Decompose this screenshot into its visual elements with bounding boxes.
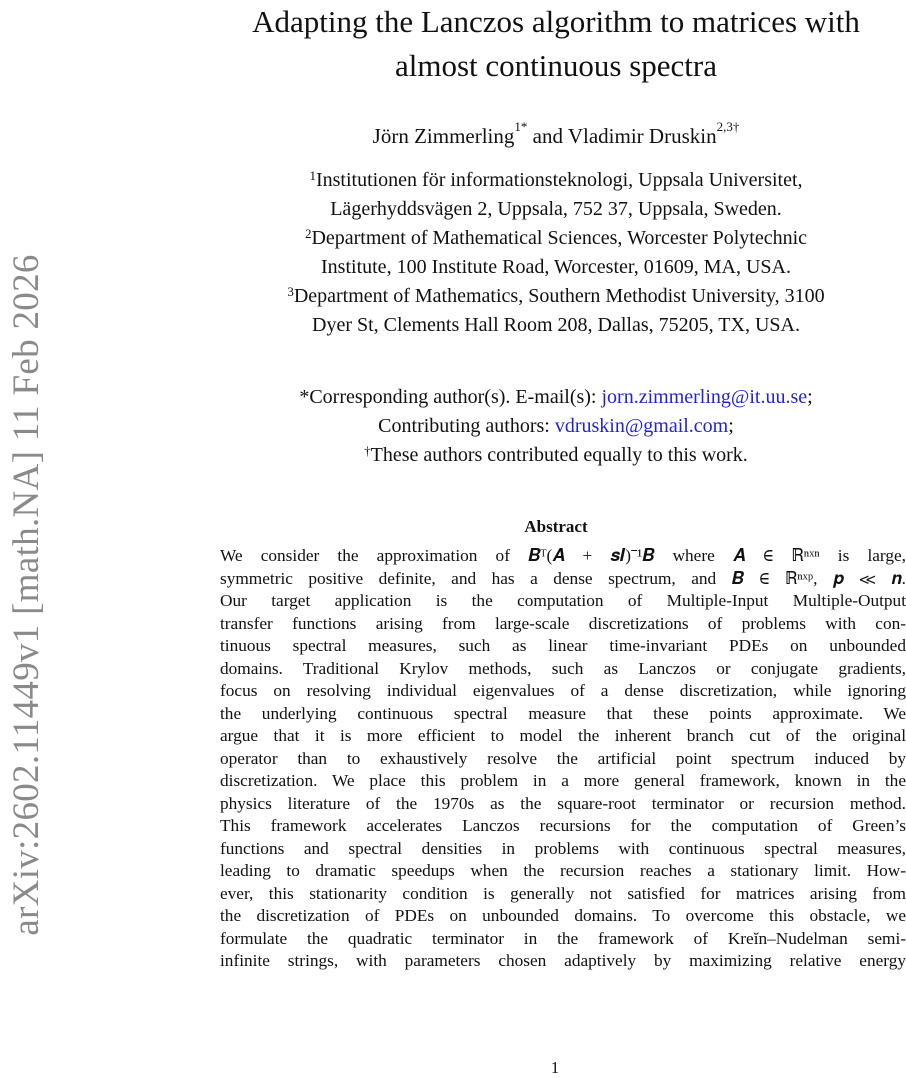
affiliation [210,282,902,311]
abstract-body [220,545,906,973]
author-name: Jörn Zimmerling [372,124,515,148]
abstract-line: the discretization of PDEs on unbounded domains. To overcome this obstacle, we [220,906,906,925]
abstract-line: tinuous spectral measures, such as linear time-invariant PDEs on unbounded [220,636,906,655]
author-affiliation-mark: 2,3† [716,119,740,134]
abstract-line: leading to dramatic speedups when the recursion reaches a stationary limit. How- [220,861,906,880]
abstract-line: operator than to exhaustively resolve the artificial point spectrum induced by [220,748,906,768]
author-affiliation-mark: 1* [514,119,528,134]
affiliation-text: Lägerhyddsvägen 2, Uppsala, 752 37, Uppsala, Sweden. [330,198,782,220]
affiliation-mark: 3 [287,284,294,299]
title-line: almost continuous spectra [395,48,717,83]
affiliation-mark: 1 [309,168,316,183]
affiliations [210,166,902,340]
affiliation-text: Institutionen för informationsteknologi, Uppsala Universitet, [315,169,803,191]
corresponding-label: *Corresponding author(s). E-mail(s): [299,386,602,408]
equal-contribution-note [210,441,902,470]
abstract-line: the underlying continuous spectral measure that these points approximate. We [220,703,906,723]
abstract-heading: Abstract [524,517,588,536]
abstract-line: This framework accelerates Lanczos recursions for the computation of Green’s [220,816,906,835]
affiliation-text: Department of Mathematics, Southern Methodist University, 3100 [293,285,825,307]
correspondence [210,383,902,470]
title-line: Adapting the Lanczos algorithm to matrices with [252,4,860,39]
page-number: 1 [550,1058,560,1077]
arxiv-identifier-sidebar: arXiv:2602.11449v1 [math.NA] 11 Feb 2026 [6,254,47,936]
abstract-line: domains. Traditional Krylov methods, such as Lanczos or conjugate gradients, [220,658,906,678]
affiliation [210,166,902,195]
affiliation-text: Dyer St, Clements Hall Room 208, Dallas, 75205, TX, USA. [312,314,800,336]
abstract-line: formulate the quadratic terminator in the framework of Kreĭn–Nudelman semi- [220,928,906,948]
abstract-line: infinite strings, with parameters chosen adaptively by maximizing relative energy [220,951,906,970]
author-list [210,119,902,149]
author-separator: and [527,124,568,148]
abstract-line: ever, this stationarity condition is generally not satisfied for matrices arising from [220,883,906,903]
contributing-label: Contributing authors: [378,415,555,437]
abstract-line: focus on resolving individual eigenvalues of a dense discretization, while ignoring [220,681,906,700]
affiliation-text: Institute, 100 Institute Road, Worcester, 01609, MA, USA. [321,256,791,278]
equal-contribution-text: These authors contributed equally to this work. [370,444,748,466]
abstract-line: symmetric positive definite, and has a dense spectrum, and 𝑩 ∈ ℝⁿˣᵖ, 𝒑 ≪ 𝒏. [220,568,906,588]
dagger-mark: † [364,443,371,458]
contributing-authors-line: Contributing authors: vdruskin@gmail.com; [378,415,734,437]
corresponding-email-link[interactable]: jorn.zimmerling@it.uu.se [601,386,808,408]
abstract-line: We consider the approximation of 𝑩ᵀ(𝑨 + 𝒔𝑰)⁻¹𝑩 where 𝑨 ∈ ℝⁿˣⁿ is large, [220,546,906,565]
abstract-line: functions and spectral densities in problems with continuous spectral measures, [220,838,906,858]
abstract-line: Our target application is the computation of Multiple-Input Multiple-Output [220,591,906,610]
abstract-line: discretization. We place this problem in a more general framework, known in the [220,771,906,790]
affiliation-mark: 2 [304,226,312,241]
author-name: Vladimir Druskin [567,124,717,148]
affiliation [210,224,902,253]
paper-title [196,0,906,88]
contributing-email-link[interactable]: vdruskin@gmail.com [554,415,729,437]
abstract-line: transfer functions arising from large-scale discretizations of problems with con- [220,613,906,633]
abstract-line: physics literature of the 1970s as the square-root terminator or recursion method. [220,793,906,813]
corresponding-author-line: *Corresponding author(s). E-mail(s): jorn.zimmerling@it.uu.se; [299,386,813,408]
abstract-line: argue that it is more efficient to model the inherent branch cut of the original [220,726,906,745]
affiliation-text: Department of Mathematical Sciences, Worcester Polytechnic [311,227,808,249]
